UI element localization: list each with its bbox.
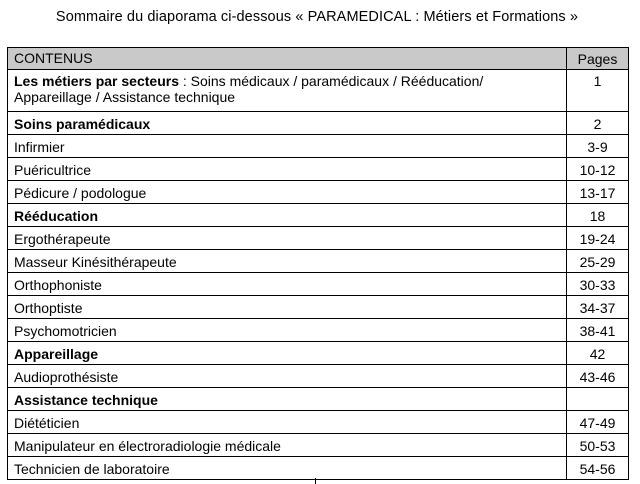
first-row-label <box>8 70 567 112</box>
table-row <box>8 411 629 434</box>
row-label: Rééducation <box>8 204 567 227</box>
table-row <box>8 204 629 227</box>
first-row-bold-text: Les métiers par secteurs <box>14 73 179 89</box>
row-label: Technicien de laboratoire <box>8 457 567 480</box>
table-row <box>8 112 629 135</box>
row-pages: 13-17 <box>567 181 629 204</box>
row-label: Diététicien <box>8 411 567 434</box>
row-pages: 47-49 <box>567 411 629 434</box>
table-row <box>8 70 629 112</box>
table-row <box>8 434 629 457</box>
row-pages: 25-29 <box>567 250 629 273</box>
table-row <box>8 342 629 365</box>
row-label: Infirmier <box>8 135 567 158</box>
first-row-rest-text: : Soins médicaux / paramédicaux / Rééducation/ Appareillage / Assistance technique <box>14 73 484 105</box>
table-row <box>8 158 629 181</box>
row-label: Audioprothésiste <box>8 365 567 388</box>
header-contents: CONTENUS <box>8 48 567 70</box>
row-pages <box>567 388 629 411</box>
row-label: Psychomotricien <box>8 319 567 342</box>
table-row <box>8 457 629 480</box>
row-label: Orthophoniste <box>8 273 567 296</box>
row-pages: 50-53 <box>567 434 629 457</box>
table-row <box>8 227 629 250</box>
table-header-row <box>8 48 629 70</box>
row-label: Orthoptiste <box>8 296 567 319</box>
row-pages: 42 <box>567 342 629 365</box>
row-pages: 54-56 <box>567 457 629 480</box>
row-pages: 19-24 <box>567 227 629 250</box>
row-label: Puéricultrice <box>8 158 567 181</box>
table-row <box>8 273 629 296</box>
row-label: Ergothérapeute <box>8 227 567 250</box>
table-row <box>8 135 629 158</box>
row-label: Pédicure / podologue <box>8 181 567 204</box>
table-row <box>8 365 629 388</box>
row-pages: 10-12 <box>567 158 629 181</box>
row-pages: 38-41 <box>567 319 629 342</box>
table-row <box>8 319 629 342</box>
table-row <box>8 296 629 319</box>
header-pages: Pages <box>567 48 629 70</box>
row-pages: 43-46 <box>567 365 629 388</box>
row-label: Appareillage <box>8 342 567 365</box>
document-title: Sommaire du diaporama ci-dessous « PARAMEDICAL : Métiers et Formations » <box>55 9 579 25</box>
row-label: Soins paramédicaux <box>8 112 567 135</box>
row-pages: 34-37 <box>567 296 629 319</box>
table-of-contents <box>7 47 629 480</box>
row-pages: 2 <box>567 112 629 135</box>
table-row <box>8 388 629 411</box>
bottom-tick-mark <box>315 478 316 484</box>
row-label: Assistance technique <box>8 388 567 411</box>
row-pages: 18 <box>567 204 629 227</box>
row-label: Manipulateur en électroradiologie médicale <box>8 434 567 457</box>
first-row-pages: 1 <box>567 70 629 112</box>
row-pages: 3-9 <box>567 135 629 158</box>
row-label: Masseur Kinésithérapeute <box>8 250 567 273</box>
table-row <box>8 250 629 273</box>
row-pages: 30-33 <box>567 273 629 296</box>
table-row <box>8 181 629 204</box>
